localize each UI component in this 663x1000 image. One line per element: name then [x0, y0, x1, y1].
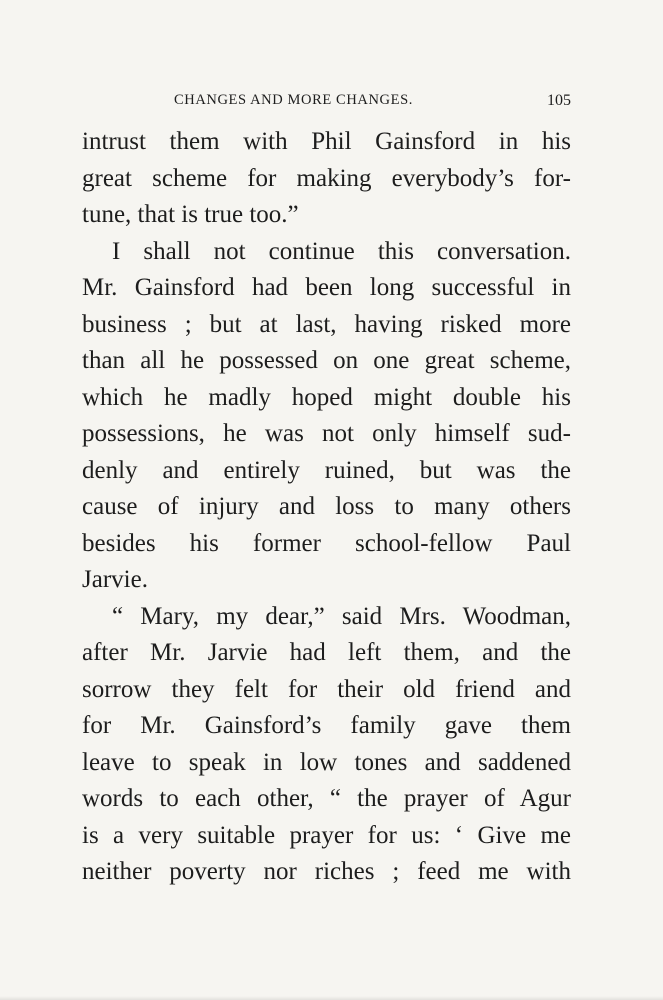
text-line: great scheme for making everybody’s for- [82, 164, 571, 192]
text-line: tune, that is true too.” [82, 201, 299, 228]
text-line: than all he possessed on one great scheme, [82, 347, 571, 374]
text-line: besides his former school-fellow Paul [82, 529, 571, 557]
text-line: is a very suitable prayer for us: ‘ Give me [82, 821, 571, 849]
text-line: Jarvie. [82, 566, 148, 593]
body-text [82, 124, 571, 891]
text-line: leave to speak in low tones and saddened [82, 748, 571, 776]
page-bottom-edge [0, 996, 663, 1000]
text-line: for Mr. Gainsford’s family gave them [82, 712, 571, 739]
text-line: “ Mary, my dear,” said Mrs. Woodman, [112, 602, 571, 630]
text-line: neither poverty nor riches ; feed me with [82, 858, 571, 885]
text-line: Mr. Gainsford had been long successful in [82, 274, 571, 301]
text-line: words to each other, “ the prayer of Agur [82, 785, 571, 812]
text-line: I shall not continue this conversation. [112, 237, 571, 265]
text-line: after Mr. Jarvie had left them, and the [82, 639, 571, 666]
text-line: intrust them with Phil Gainsford in his [82, 128, 571, 155]
text-line: denly and entirely ruined, but was the [82, 456, 571, 484]
text-line: which he madly hoped might double his [82, 383, 571, 411]
text-line: cause of injury and loss to many others [82, 493, 571, 520]
text-line: possessions, he was not only himself sud- [82, 420, 571, 447]
running-title: CHANGES AND MORE CHANGES. [174, 92, 413, 108]
text-line: business ; but at last, having risked more [82, 310, 571, 338]
running-head [82, 92, 571, 114]
page-number: 105 [547, 92, 571, 109]
text-line: sorrow they felt for their old friend and [82, 675, 571, 703]
